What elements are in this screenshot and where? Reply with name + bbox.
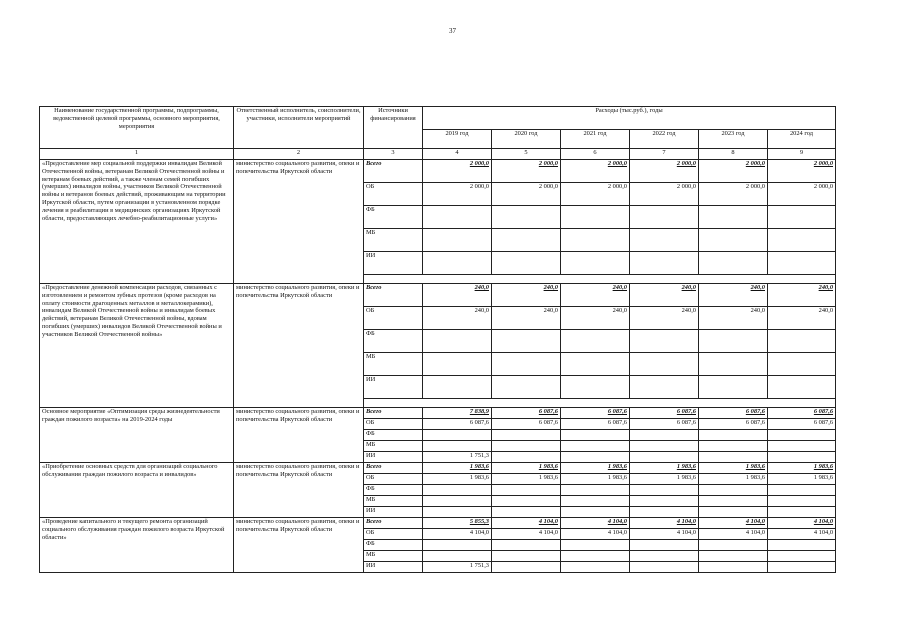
expense-value: 240,0 bbox=[492, 307, 561, 330]
expense-value bbox=[768, 452, 836, 463]
column-number: 4 bbox=[423, 149, 492, 160]
expense-value: 240,0 bbox=[630, 307, 699, 330]
expense-value bbox=[423, 206, 492, 229]
expense-value bbox=[768, 496, 836, 507]
expense-value: 2 000,0 bbox=[561, 160, 630, 183]
expense-value: 2 000,0 bbox=[699, 183, 768, 206]
expense-value bbox=[561, 229, 630, 252]
header-year: 2023 год bbox=[699, 130, 768, 149]
budget-table bbox=[39, 106, 836, 573]
expense-value bbox=[561, 206, 630, 229]
expense-value bbox=[699, 562, 768, 573]
expense-value bbox=[699, 330, 768, 353]
expense-value bbox=[423, 252, 492, 275]
expense-value bbox=[630, 540, 699, 551]
expense-value: 240,0 bbox=[630, 284, 699, 307]
funding-source: МБ bbox=[364, 353, 423, 376]
table-row bbox=[40, 408, 836, 419]
expense-value bbox=[768, 485, 836, 496]
expense-value bbox=[768, 229, 836, 252]
column-number: 8 bbox=[699, 149, 768, 160]
expense-value bbox=[492, 507, 561, 518]
expense-value bbox=[492, 330, 561, 353]
expense-value bbox=[561, 353, 630, 376]
expense-value bbox=[699, 353, 768, 376]
column-number: 9 bbox=[768, 149, 836, 160]
expense-value bbox=[423, 229, 492, 252]
expense-value: 5 855,3 bbox=[423, 518, 492, 529]
funding-source: ИИ bbox=[364, 452, 423, 463]
expense-value: 6 087,6 bbox=[699, 419, 768, 430]
expense-value bbox=[768, 330, 836, 353]
expense-value: 240,0 bbox=[423, 307, 492, 330]
expense-value: 2 000,0 bbox=[630, 183, 699, 206]
expense-value: 2 000,0 bbox=[561, 183, 630, 206]
expense-value: 2 000,0 bbox=[492, 160, 561, 183]
expense-value: 240,0 bbox=[699, 307, 768, 330]
expense-value bbox=[423, 430, 492, 441]
expense-value: 6 087,6 bbox=[768, 408, 836, 419]
expense-value bbox=[699, 252, 768, 275]
expense-value bbox=[768, 376, 836, 399]
expense-value: 6 087,6 bbox=[630, 419, 699, 430]
expense-value: 1 983,6 bbox=[492, 463, 561, 474]
expense-value: 2 000,0 bbox=[630, 160, 699, 183]
expense-value: 240,0 bbox=[561, 307, 630, 330]
expense-value bbox=[561, 252, 630, 275]
expense-value bbox=[561, 376, 630, 399]
expense-value: 1 983,6 bbox=[699, 463, 768, 474]
expense-value: 6 087,6 bbox=[699, 408, 768, 419]
expense-value bbox=[561, 562, 630, 573]
funding-source: МБ bbox=[364, 551, 423, 562]
expense-value: 4 104,0 bbox=[492, 518, 561, 529]
expense-value bbox=[561, 551, 630, 562]
expense-value bbox=[630, 485, 699, 496]
expense-value bbox=[630, 562, 699, 573]
expense-value bbox=[492, 229, 561, 252]
spacer-cell bbox=[364, 275, 836, 284]
item-executor: министерство социального развития, опеки и попечительства Иркутской области bbox=[234, 284, 364, 408]
expense-value bbox=[492, 206, 561, 229]
table-row bbox=[40, 284, 836, 307]
column-number: 3 bbox=[364, 149, 423, 160]
expense-value: 6 087,6 bbox=[492, 408, 561, 419]
expense-value bbox=[561, 441, 630, 452]
page-number: 37 bbox=[449, 27, 456, 35]
item-executor: министерство социального развития, опеки и попечительства Иркутской области bbox=[234, 408, 364, 463]
expense-value bbox=[423, 441, 492, 452]
column-number: 1 bbox=[40, 149, 234, 160]
expense-value bbox=[423, 353, 492, 376]
header-expenses: Расходы (тыс.руб.), годы bbox=[423, 107, 836, 130]
expense-value: 2 000,0 bbox=[423, 160, 492, 183]
expense-value bbox=[423, 540, 492, 551]
expense-value: 4 104,0 bbox=[492, 529, 561, 540]
expense-value: 1 983,6 bbox=[423, 463, 492, 474]
column-number: 7 bbox=[630, 149, 699, 160]
funding-source: ОБ bbox=[364, 419, 423, 430]
funding-source: ОБ bbox=[364, 474, 423, 485]
expense-value bbox=[492, 562, 561, 573]
expense-value: 6 087,6 bbox=[561, 419, 630, 430]
expense-value: 4 104,0 bbox=[423, 529, 492, 540]
expense-value bbox=[561, 507, 630, 518]
expense-value: 2 000,0 bbox=[699, 160, 768, 183]
expense-value: 2 000,0 bbox=[492, 183, 561, 206]
expense-value: 240,0 bbox=[492, 284, 561, 307]
expense-value: 240,0 bbox=[699, 284, 768, 307]
funding-source: ФБ bbox=[364, 485, 423, 496]
column-number: 2 bbox=[234, 149, 364, 160]
table-row bbox=[40, 160, 836, 183]
expense-value: 4 104,0 bbox=[630, 518, 699, 529]
expense-value bbox=[768, 353, 836, 376]
expense-value bbox=[630, 206, 699, 229]
spacer-cell bbox=[364, 399, 836, 408]
expense-value: 6 087,6 bbox=[423, 419, 492, 430]
funding-source: ФБ bbox=[364, 540, 423, 551]
column-number: 6 bbox=[561, 149, 630, 160]
expense-value: 4 104,0 bbox=[768, 529, 836, 540]
expense-value bbox=[699, 540, 768, 551]
expense-value bbox=[768, 551, 836, 562]
item-executor: министерство социального развития, опеки и попечительства Иркутской области bbox=[234, 160, 364, 284]
expense-value: 4 104,0 bbox=[768, 518, 836, 529]
expense-value: 2 000,0 bbox=[768, 160, 836, 183]
table-row bbox=[40, 463, 836, 474]
expense-value: 6 087,6 bbox=[561, 408, 630, 419]
funding-source: ОБ bbox=[364, 183, 423, 206]
header-year: 2019 год bbox=[423, 130, 492, 149]
expense-value: 240,0 bbox=[423, 284, 492, 307]
expense-value bbox=[561, 540, 630, 551]
expense-value bbox=[699, 376, 768, 399]
item-name: «Проведение капитального и текущего ремонта организаций социального обслуживания граждан пожилого возраста Иркутской области» bbox=[40, 518, 234, 573]
expense-value: 2 000,0 bbox=[768, 183, 836, 206]
expense-value bbox=[630, 229, 699, 252]
header-year: 2020 год bbox=[492, 130, 561, 149]
expense-value: 4 104,0 bbox=[699, 529, 768, 540]
item-name: «Приобретение основных средств для организаций социального обслуживания граждан пожилого возраста и инвалидов» bbox=[40, 463, 234, 518]
expense-value bbox=[492, 551, 561, 562]
expense-value: 6 087,6 bbox=[492, 419, 561, 430]
expense-value: 4 104,0 bbox=[699, 518, 768, 529]
expense-value bbox=[561, 496, 630, 507]
expense-value: 4 104,0 bbox=[561, 518, 630, 529]
expense-value: 1 983,6 bbox=[768, 463, 836, 474]
expense-value bbox=[561, 485, 630, 496]
item-executor: министерство социального развития, опеки и попечительства Иркутской области bbox=[234, 463, 364, 518]
expense-value bbox=[630, 551, 699, 562]
funding-source: ИИ bbox=[364, 252, 423, 275]
expense-value bbox=[768, 430, 836, 441]
expense-value bbox=[699, 452, 768, 463]
expense-value bbox=[699, 551, 768, 562]
expense-value bbox=[630, 452, 699, 463]
expense-value bbox=[423, 507, 492, 518]
expense-value bbox=[630, 507, 699, 518]
item-name: «Предоставление мер социальной поддержки инвалидам Великой Отечественной войны, ветеранам Великой Отечественной войны и ветеранам боевых действий, а также членам семей погибших (умерших) инвалидов войны, участников Великой Отечественной войны и ветеранов боевых действий, проживающим на территории Иркутской области, путем организации в установленном порядке лечения и реабилитации в медицинских организациях Иркутской области, предоставляющих лечебно-реабилитационные услуги» bbox=[40, 160, 234, 284]
expense-value bbox=[492, 441, 561, 452]
expense-value: 1 751,3 bbox=[423, 452, 492, 463]
item-name: Основное мероприятие «Оптимизация среды жизнедеятельности граждан пожилого возраста» на 2019-2024 годы bbox=[40, 408, 234, 463]
expense-value bbox=[492, 540, 561, 551]
funding-source: ИИ bbox=[364, 562, 423, 573]
expense-value bbox=[423, 496, 492, 507]
expense-value: 1 983,6 bbox=[492, 474, 561, 485]
expense-value: 4 104,0 bbox=[561, 529, 630, 540]
expense-value: 240,0 bbox=[561, 284, 630, 307]
expense-value bbox=[630, 496, 699, 507]
funding-source: ФБ bbox=[364, 430, 423, 441]
table-row bbox=[40, 518, 836, 529]
expense-value bbox=[699, 430, 768, 441]
expense-value: 6 087,6 bbox=[768, 419, 836, 430]
funding-source: Всего bbox=[364, 408, 423, 419]
expense-value bbox=[492, 353, 561, 376]
budget-body bbox=[40, 160, 836, 573]
expense-value bbox=[699, 229, 768, 252]
header-year: 2021 год bbox=[561, 130, 630, 149]
expense-value: 1 983,6 bbox=[561, 474, 630, 485]
funding-source: Всего bbox=[364, 463, 423, 474]
expense-value bbox=[423, 376, 492, 399]
expense-value bbox=[492, 485, 561, 496]
item-executor: министерство социального развития, опеки и попечительства Иркутской области bbox=[234, 518, 364, 573]
expense-value bbox=[492, 252, 561, 275]
funding-source: Всего bbox=[364, 284, 423, 307]
expense-value bbox=[423, 551, 492, 562]
expense-value: 1 983,6 bbox=[630, 463, 699, 474]
funding-source: ИИ bbox=[364, 507, 423, 518]
expense-value: 1 983,6 bbox=[630, 474, 699, 485]
header-year: 2022 год bbox=[630, 130, 699, 149]
expense-value: 1 751,3 bbox=[423, 562, 492, 573]
expense-value bbox=[492, 452, 561, 463]
expense-value bbox=[768, 206, 836, 229]
expense-value bbox=[630, 441, 699, 452]
funding-source: МБ bbox=[364, 229, 423, 252]
expense-value: 240,0 bbox=[768, 284, 836, 307]
expense-value bbox=[492, 496, 561, 507]
expense-value bbox=[561, 430, 630, 441]
header-program-name: Наименование государственной программы, подпрограммы, ведомственной целевой программы, основного мероприятия, мероприятия bbox=[40, 107, 234, 149]
expense-value bbox=[630, 252, 699, 275]
expense-value bbox=[492, 430, 561, 441]
expense-value: 1 983,6 bbox=[699, 474, 768, 485]
header-executor: Ответственный исполнитель, соисполнители, участники, исполнители мероприятий bbox=[234, 107, 364, 149]
expense-value: 1 983,6 bbox=[561, 463, 630, 474]
expense-value bbox=[423, 485, 492, 496]
expense-value bbox=[561, 330, 630, 353]
expense-value bbox=[630, 330, 699, 353]
expense-value bbox=[768, 540, 836, 551]
funding-source: ФБ bbox=[364, 206, 423, 229]
expense-value bbox=[699, 206, 768, 229]
expense-value bbox=[699, 441, 768, 452]
funding-source: МБ bbox=[364, 496, 423, 507]
expense-value bbox=[561, 452, 630, 463]
funding-source: Всего bbox=[364, 518, 423, 529]
expense-value: 2 000,0 bbox=[423, 183, 492, 206]
expense-value: 1 983,6 bbox=[423, 474, 492, 485]
expense-value bbox=[699, 485, 768, 496]
expense-value bbox=[768, 441, 836, 452]
expense-value bbox=[423, 330, 492, 353]
expense-value bbox=[630, 430, 699, 441]
header-year: 2024 год bbox=[768, 130, 836, 149]
column-number: 5 bbox=[492, 149, 561, 160]
funding-source: ОБ bbox=[364, 529, 423, 540]
funding-source: Всего bbox=[364, 160, 423, 183]
expense-value: 1 983,6 bbox=[768, 474, 836, 485]
expense-value: 7 838,9 bbox=[423, 408, 492, 419]
funding-source: МБ bbox=[364, 441, 423, 452]
expense-value: 6 087,6 bbox=[630, 408, 699, 419]
expense-value bbox=[699, 507, 768, 518]
expense-value bbox=[630, 353, 699, 376]
item-name: «Предоставление денежной компенсации расходов, связанных с изготовлением и ремонтом зубных протезов (кроме расходов на оплату стоимости драгоценных металлов и металлокерамики), инвалидам Великой Отечественной войны и инвалидам боевых действий, ветеранам Великой Отечественной войны, вдовам погибших (умерших) инвалидов Великой Отечественной войны и участников Великой Отечественной войны» bbox=[40, 284, 234, 408]
expense-value: 4 104,0 bbox=[630, 529, 699, 540]
expense-value bbox=[699, 496, 768, 507]
expense-value bbox=[768, 562, 836, 573]
funding-source: ОБ bbox=[364, 307, 423, 330]
funding-source: ФБ bbox=[364, 330, 423, 353]
expense-value: 240,0 bbox=[768, 307, 836, 330]
header-funding-sources: Источники финансирования bbox=[364, 107, 423, 149]
expense-value bbox=[492, 376, 561, 399]
expense-value bbox=[768, 507, 836, 518]
expense-value bbox=[768, 252, 836, 275]
funding-source: ИИ bbox=[364, 376, 423, 399]
expense-value bbox=[630, 376, 699, 399]
